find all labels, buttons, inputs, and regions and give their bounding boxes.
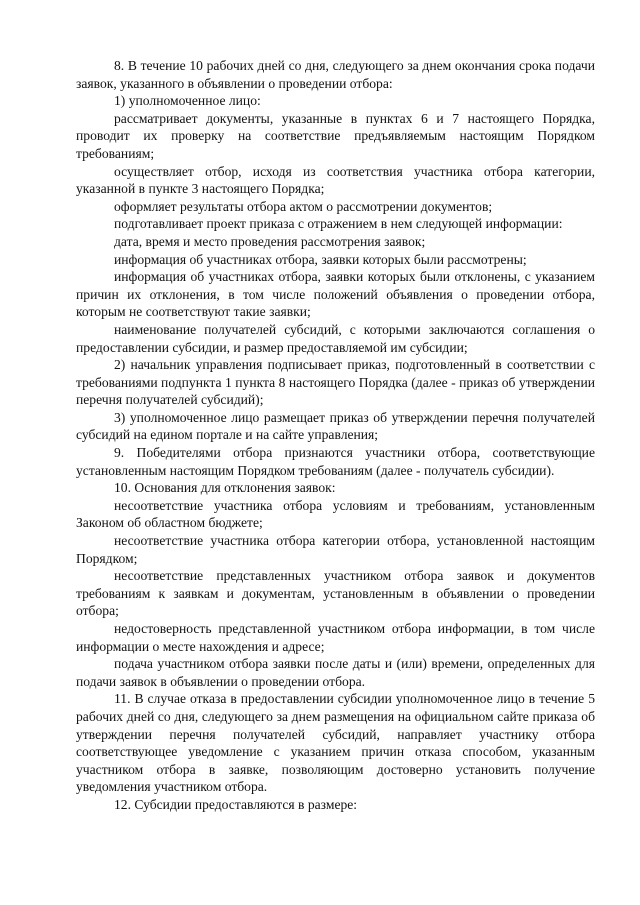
paragraph-item-8-intro: 8. В течение 10 рабочих дней со дня, следующего за днем окончания срока подачи заявок, указанного в объявлении о проведении отбора: [76, 58, 595, 91]
paragraph-reject-reason-1: несоответствие участника отбора условиям и требованиям, установленным Законом об областном бюджете; [76, 497, 595, 531]
paragraph-item-10: 10. Основания для отклонения заявок: [114, 480, 336, 496]
paragraph-item-11: 11. В случае отказа в предоставлении субсидии уполномоченное лицо в течение 5 рабочих дней со дня, следующего за днем размещения на официальном сайте приказа об утверждении перечня получателей субсидий, направляет участнику отбора соответствующее уведомление с указанием причин отказа способом, указанным участником отбора в заявке, позволяющим достоверно установить получение уведомления участником отбора. [76, 691, 595, 795]
paragraph-reviewed-participants: информация об участниках отбора, заявки которых были рассмотрены; [114, 251, 527, 267]
document-body [76, 57, 595, 814]
paragraph-reject-reason-3: несоответствие представленных участником отбора заявок и документов требованиям к заявкам и документам, установленным в объявлении о проведении отбора; [76, 568, 595, 619]
paragraph-recipients: наименование получателей субсидий, с которыми заключаются соглашения о предоставлении субсидии, и размер предоставляемой им субсидии; [76, 321, 595, 355]
paragraph-item-12: 12. Субсидии предоставляются в размере: [114, 796, 358, 812]
paragraph-subitem-1: 1) уполномоченное лицо: [114, 93, 261, 109]
paragraph-reject-reason-5: подача участником отбора заявки после даты и (или) времени, определенных для подачи заявок в объявлении о проведении отбора. [76, 656, 595, 689]
paragraph-subitem-2: 2) начальник управления подписывает приказ, подготовленный в соответствии с требованиями подпункта 1 пункта 8 настоящего Порядка (далее - приказ об утверждении перечня получателей субсидий); [76, 357, 595, 408]
paragraph-rejected-participants: информация об участниках отбора, заявки которых были отклонены, с указанием причин их отклонения, в том числе положений объявления о проведении отбора, которым не соответствуют такие заявки; [76, 269, 595, 320]
paragraph-review-documents: рассматривает документы, указанные в пунктах 6 и 7 настоящего Порядка, проводит их проверку на соответствие предъявляемым настоящим Порядком требованиям; [76, 110, 595, 161]
paragraph-act: оформляет результаты отбора актом о рассмотрении документов; [114, 198, 493, 214]
paragraph-reject-reason-4: недостоверность представленной участником отбора информации, в том числе информации о месте нахождения и адресе; [76, 621, 595, 654]
paragraph-date-time-place: дата, время и место проведения рассмотрения заявок; [114, 233, 426, 249]
paragraph-item-9: 9. Победителями отбора признаются участники отбора, соответствующие установленным настоящим Порядком требованиям (далее - получатель субсидии). [76, 445, 595, 478]
paragraph-reject-reason-2: несоответствие участника отбора категории отбора, установленной настоящим Порядком; [76, 533, 595, 566]
paragraph-subitem-3: 3) уполномоченное лицо размещает приказ об утверждении перечня получателей субсидий на едином портале и на сайте управления; [76, 409, 595, 443]
paragraph-draft-order: подготавливает проект приказа с отражением в нем следующей информации: [114, 216, 563, 232]
paragraph-selection: осуществляет отбор, исходя из соответствия участника отбора категории, указанной в пункте 3 настоящего Порядка; [76, 163, 595, 197]
